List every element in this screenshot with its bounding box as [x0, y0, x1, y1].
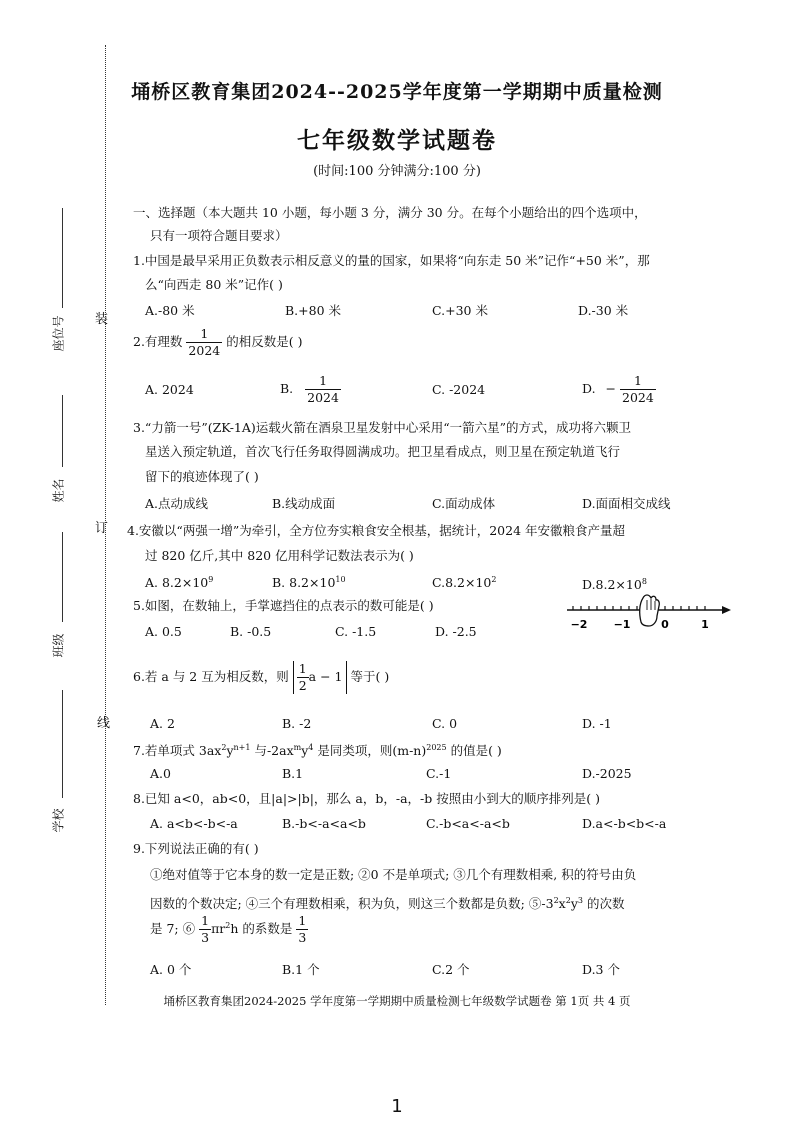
q3-option-b[interactable]: B.线动成面	[272, 496, 336, 511]
q6-stem	[133, 661, 389, 694]
q2-stem-start: 2.有理数	[133, 334, 183, 349]
q9-sup: 3	[577, 896, 583, 905]
q3-stem: 3.“力箭一号”(ZK-1A)运载火箭在酒泉卫星发射中心采用“一箭六星”的方式，成功将六颗卫	[133, 420, 632, 435]
q9-option-a[interactable]: A. 0 个	[150, 962, 192, 977]
q2-stem	[133, 326, 302, 359]
q1-option-c[interactable]: C.+30 米	[432, 303, 488, 318]
axis-label-neg1: −1	[613, 618, 631, 631]
q9-option-b[interactable]: B.1 个	[282, 962, 320, 977]
binding-mark-xian: 线	[97, 716, 111, 731]
q7-option-d[interactable]: D.-2025	[582, 766, 632, 781]
q3-option-c[interactable]: C.面动成体	[432, 496, 496, 511]
q7-part: 7.若单项式 3ax	[133, 743, 222, 759]
q2-option-b[interactable]	[280, 373, 341, 406]
q1-option-d[interactable]: D.-30 米	[578, 303, 629, 318]
q4-option-b[interactable]	[272, 572, 346, 591]
q2-option-b-label: B.	[280, 381, 294, 396]
q3-stem-cont2: 留下的痕迹体现了( )	[145, 469, 259, 484]
school-line[interactable]	[62, 690, 63, 798]
q5-option-c[interactable]: C. -1.5	[335, 624, 377, 639]
section-heading: 一、选择题（本大题共 10 小题，每小题 3 分，满分 30 分。在每个小题给出的四个选项中，	[133, 205, 647, 220]
q6-stem-start: 6.若 a 与 2 互为相反数，则	[133, 669, 289, 684]
q7-sup: 2025	[426, 743, 447, 752]
q8-stem: 8.已知 a<0，ab<0，且|a|>|b|，那么 a，b，-a，-b 按照由小到大的顺序排列是( )	[133, 791, 600, 806]
q1-stem-cont: 么“向西走 80 米”记作( )	[145, 277, 283, 292]
school-label: 学校	[51, 808, 66, 833]
q2-option-d-label: D.	[582, 381, 596, 396]
q3-option-a[interactable]: A.点动成线	[145, 496, 209, 511]
q2-option-d-fraction	[620, 373, 656, 406]
q7-part: 的值是( )	[446, 743, 502, 759]
axis-label-neg2: −2	[570, 618, 588, 631]
q4-a-base: A. 8.2×10	[145, 575, 209, 591]
q9-part: 的次数	[582, 896, 625, 912]
q9-fraction-1	[199, 913, 211, 946]
q9-part: πr	[211, 921, 226, 936]
q4-a-exp: 9	[208, 575, 214, 584]
q2-d-den: 2024	[622, 390, 654, 405]
page-footer: 埇桥区教育集团2024-2025 学年度第一学期期中质量检测七年级数学试题卷 第 1页 共 4 页	[163, 994, 631, 1008]
q2-frac-num: 1	[186, 326, 222, 343]
q9-frac-den: 3	[201, 930, 210, 945]
q6-frac-den: 2	[298, 678, 307, 693]
q2-option-d-sign: −	[605, 381, 617, 396]
q4-stem: 4.安徽以“两强一增”为牵引，全方位夯实粮食安全根基，据统计，2024 年安徽粮食产量超	[127, 523, 625, 538]
q7-option-a[interactable]: A.0	[150, 766, 171, 781]
q7-sup: 4	[308, 743, 314, 752]
q9-option-d[interactable]: D.3 个	[582, 962, 620, 977]
name-label: 姓名	[51, 478, 66, 503]
q7-stem	[133, 740, 502, 759]
q7-part: 是同类项，则(m-n)	[313, 743, 427, 759]
q2-option-a[interactable]: A. 2024	[145, 382, 194, 397]
q9-option-c[interactable]: C.2 个	[432, 962, 470, 977]
q8-option-b[interactable]: B.-b<-a<a<b	[282, 816, 366, 831]
q4-c-base: C.8.2×10	[432, 575, 492, 591]
axis-label-1: 1	[701, 618, 709, 631]
q4-b-exp: 10	[335, 575, 346, 584]
q4-d-exp: 8	[641, 577, 647, 586]
number-line-arrow	[722, 606, 731, 614]
q9-sup: 2	[225, 920, 231, 930]
exam-title: 埇桥区教育集团2024--2025学年度第一学期期中质量检测	[131, 81, 663, 103]
q2-option-d[interactable]	[582, 373, 656, 406]
q4-b-base: B. 8.2×10	[272, 575, 336, 591]
binding-mark-zhuang: 装	[95, 312, 109, 327]
q6-frac-num: 1	[298, 661, 307, 676]
q9-part: h 的系数是	[230, 921, 293, 936]
q2-fraction	[186, 326, 222, 359]
q8-option-c[interactable]: C.-b<a<-a<b	[426, 816, 510, 831]
q2-option-c[interactable]: C. -2024	[432, 382, 486, 397]
q6-fraction	[297, 661, 309, 694]
time-note: (时间:100 分钟满分:100 分)	[313, 164, 481, 179]
q6-option-d[interactable]: D. -1	[582, 716, 612, 731]
q7-sup: 2	[221, 743, 227, 752]
q9-part: x	[558, 896, 566, 912]
q9-part: 因数的个数决定; ④三个有理数相乘，积为负，则这三个数都是负数; ⑤-3	[150, 896, 554, 912]
seat-number-line[interactable]	[62, 208, 63, 308]
binding-mark-ding: 订	[95, 521, 109, 536]
q6-option-c[interactable]: C. 0	[432, 716, 458, 731]
class-line[interactable]	[62, 532, 63, 622]
q9-part: 是 7; ⑥	[150, 921, 196, 936]
q9-sup: 2	[565, 896, 571, 905]
q7-option-c[interactable]: C.-1	[426, 766, 452, 781]
q9-statement-line2	[150, 893, 624, 912]
q1-option-b[interactable]: B.+80 米	[285, 303, 342, 318]
q6-stem-end: 等于( )	[350, 669, 390, 684]
q6-inner: a − 1	[308, 669, 343, 684]
q7-option-b[interactable]: B.1	[282, 766, 304, 781]
hand-icon	[640, 595, 660, 626]
q6-option-b[interactable]: B. -2	[282, 716, 312, 731]
q9-sup: 2	[553, 896, 559, 905]
q4-d-base: D.8.2×10	[582, 577, 642, 593]
name-line[interactable]	[62, 395, 63, 467]
q2-b-den: 2024	[307, 390, 339, 405]
q5-option-a[interactable]: A. 0.5	[145, 624, 182, 639]
q4-stem-cont: 过 820 亿斤,其中 820 亿用科学记数法表示为( )	[145, 548, 414, 563]
q9-part: y	[570, 896, 578, 912]
q6-absolute-value	[293, 661, 347, 694]
seat-number-label: 座位号	[51, 315, 66, 352]
q4-option-a[interactable]	[145, 572, 213, 591]
q4-option-d[interactable]	[582, 574, 647, 593]
q2-stem-end: 的相反数是( )	[226, 334, 303, 349]
q9-statement-line3	[150, 913, 308, 946]
q7-sup: n+1	[233, 743, 251, 752]
q9-statement-line1: ①绝对值等于它本身的数一定是正数; ②0 不是单项式; ③几个有理数相乘, 积的符号由负	[150, 867, 637, 882]
page-number: 1	[391, 1096, 403, 1117]
q8-option-a[interactable]: A. a<b<-b<-a	[150, 816, 238, 831]
q3-option-d[interactable]: D.面面相交成线	[582, 496, 671, 511]
q9-fraction-2	[296, 913, 308, 946]
q9-frac-den: 3	[298, 930, 307, 945]
q9-stem: 9.下列说法正确的有( )	[133, 841, 259, 856]
q2-b-num: 1	[305, 373, 341, 390]
q7-part: 与-2ax	[250, 743, 294, 759]
q1-option-a[interactable]: A.-80 米	[145, 303, 195, 318]
q6-option-a[interactable]: A. 2	[150, 716, 175, 731]
q5-option-d[interactable]: D. -2.5	[435, 624, 477, 639]
q1-stem: 1.中国是最早采用正负数表示相反意义的量的国家，如果将“向东走 50 米”记作“+50 米”，那	[133, 253, 650, 268]
exam-subtitle: 七年级数学试题卷	[297, 127, 497, 154]
q4-option-c[interactable]	[432, 572, 496, 591]
q5-option-b[interactable]: B. -0.5	[230, 624, 272, 639]
class-label: 班级	[51, 633, 66, 658]
q2-d-num: 1	[620, 373, 656, 390]
q3-stem-cont1: 星送入预定轨道，首次飞行任务取得圆满成功。把卫星看成点，则卫星在预定轨道飞行	[145, 444, 621, 459]
q7-part: y	[301, 743, 309, 759]
q5-stem: 5.如图，在数轴上，手掌遮挡住的点表示的数可能是( )	[133, 598, 434, 613]
q4-c-exp: 2	[491, 575, 497, 584]
axis-label-0: 0	[661, 618, 669, 631]
q8-option-d[interactable]: D.a<-b<b<-a	[582, 816, 667, 831]
q9-frac-num: 1	[298, 913, 307, 928]
q2-frac-den: 2024	[188, 343, 221, 358]
q9-frac-num: 1	[201, 913, 210, 928]
q2-option-b-fraction	[305, 373, 341, 406]
q7-sup: m	[293, 743, 302, 752]
number-line-figure	[565, 592, 735, 634]
section-heading-cont: 只有一项符合题目要求）	[150, 228, 288, 243]
q7-part: y	[226, 743, 234, 759]
